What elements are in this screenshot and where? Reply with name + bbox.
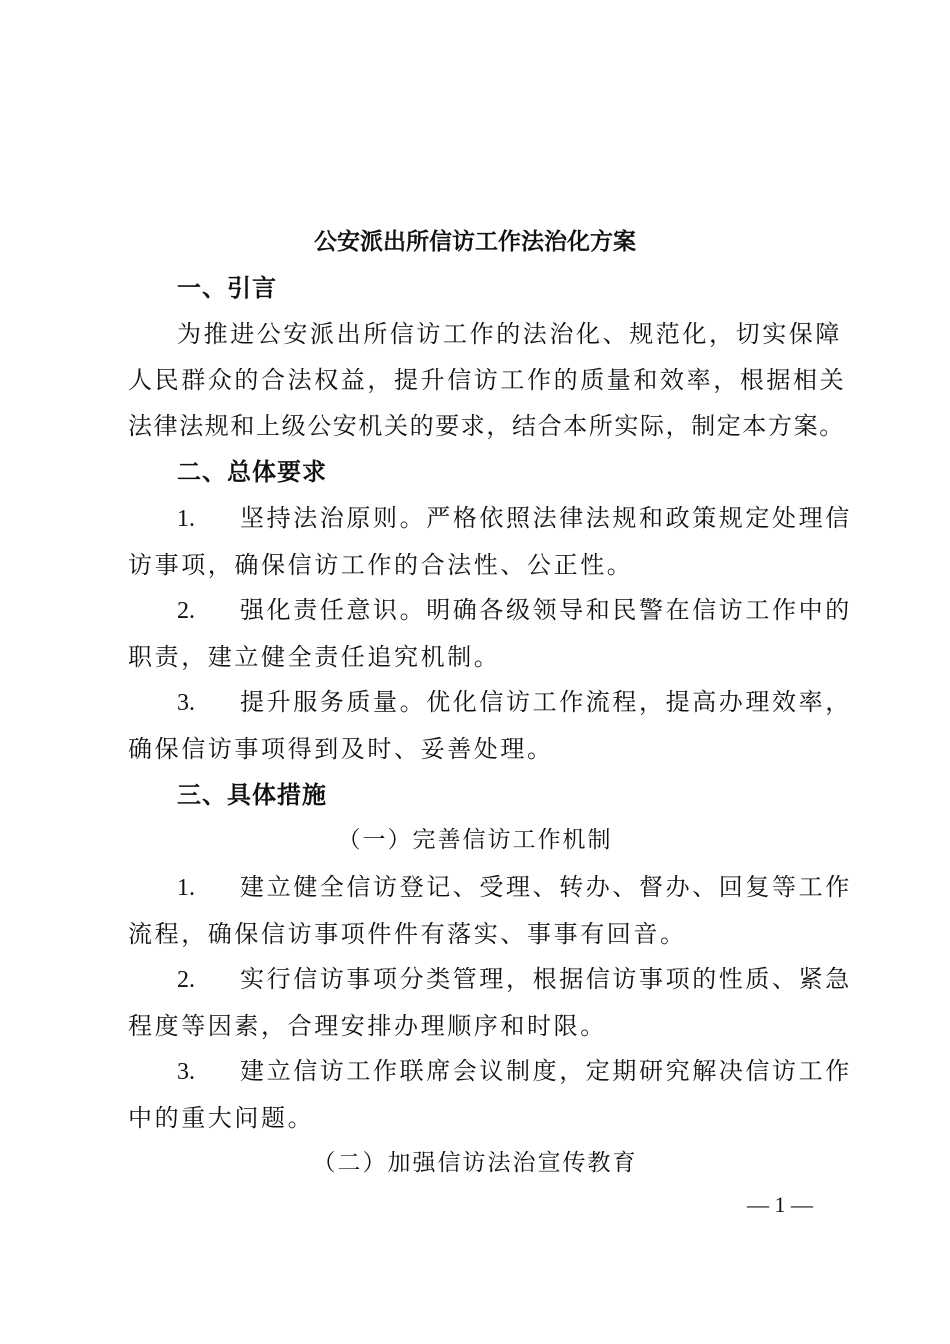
paragraph-line: 程度等因素，合理安排办理顺序和时限。	[128, 1012, 607, 1040]
list-item	[128, 679, 852, 772]
item-text: 坚持法治原则。严格依照法律法规和政策规定处理信	[240, 504, 852, 532]
list-item	[128, 495, 852, 588]
list-item	[128, 587, 852, 680]
list-item	[128, 956, 852, 1049]
paragraph-line	[128, 956, 852, 1003]
item-text: 建立健全信访登记、受理、转办、督办、回复等工作	[240, 873, 852, 901]
item-number: 1.	[177, 506, 195, 532]
paragraph-line	[128, 495, 852, 542]
item-text: 建立信访工作联席会议制度，定期研究解决信访工作	[240, 1057, 852, 1085]
list-item	[128, 864, 852, 957]
paragraph-line	[128, 679, 852, 726]
paragraph-line: 为推进公安派出所信访工作的法治化、规范化，切实保障	[177, 320, 842, 348]
paragraph-line: 法律法规和上级公安机关的要求，结合本所实际，制定本方案。	[128, 412, 845, 440]
section-heading-measures: 三、具体措施	[177, 781, 327, 809]
document-title: 公安派出所信访工作法治化方案	[314, 228, 636, 255]
item-text: 强化责任意识。明确各级领导和民警在信访工作中的	[240, 596, 852, 624]
item-number: 1.	[177, 875, 195, 901]
paragraph-line: 中的重大问题。	[128, 1104, 315, 1132]
item-number: 2.	[177, 967, 195, 993]
paragraph-line	[128, 587, 852, 634]
intro-paragraph	[128, 311, 847, 449]
list-item	[128, 1048, 852, 1141]
item-text: 实行信访事项分类管理，根据信访事项的性质、紧急	[240, 965, 852, 993]
item-number: 3.	[177, 690, 195, 716]
paragraph-line: 访事项，确保信访工作的合法性、公正性。	[128, 551, 634, 579]
page-number: — 1 —	[747, 1192, 813, 1217]
paragraph-line	[128, 864, 852, 911]
item-number: 3.	[177, 1059, 195, 1085]
section-heading-general: 二、总体要求	[177, 458, 327, 486]
section-heading-intro: 一、引言	[177, 274, 277, 302]
paragraph-line	[128, 1048, 852, 1095]
subsection-heading-mechanism: （一）完善信访工作机制	[337, 827, 613, 853]
item-number: 2.	[177, 598, 195, 624]
paragraph-line: 流程，确保信访事项件件有落实、事事有回音。	[128, 920, 687, 948]
paragraph-line: 人民群众的合法权益，提升信访工作的质量和效率，根据相关	[128, 366, 847, 394]
subsection-heading-education: （二）加强信访法治宣传教育	[312, 1150, 638, 1176]
paragraph-line: 确保信访事项得到及时、妥善处理。	[128, 735, 554, 763]
paragraph-line: 职责，建立健全责任追究机制。	[128, 643, 501, 671]
item-text: 提升服务质量。优化信访工作流程，提高办理效率，	[240, 688, 852, 716]
